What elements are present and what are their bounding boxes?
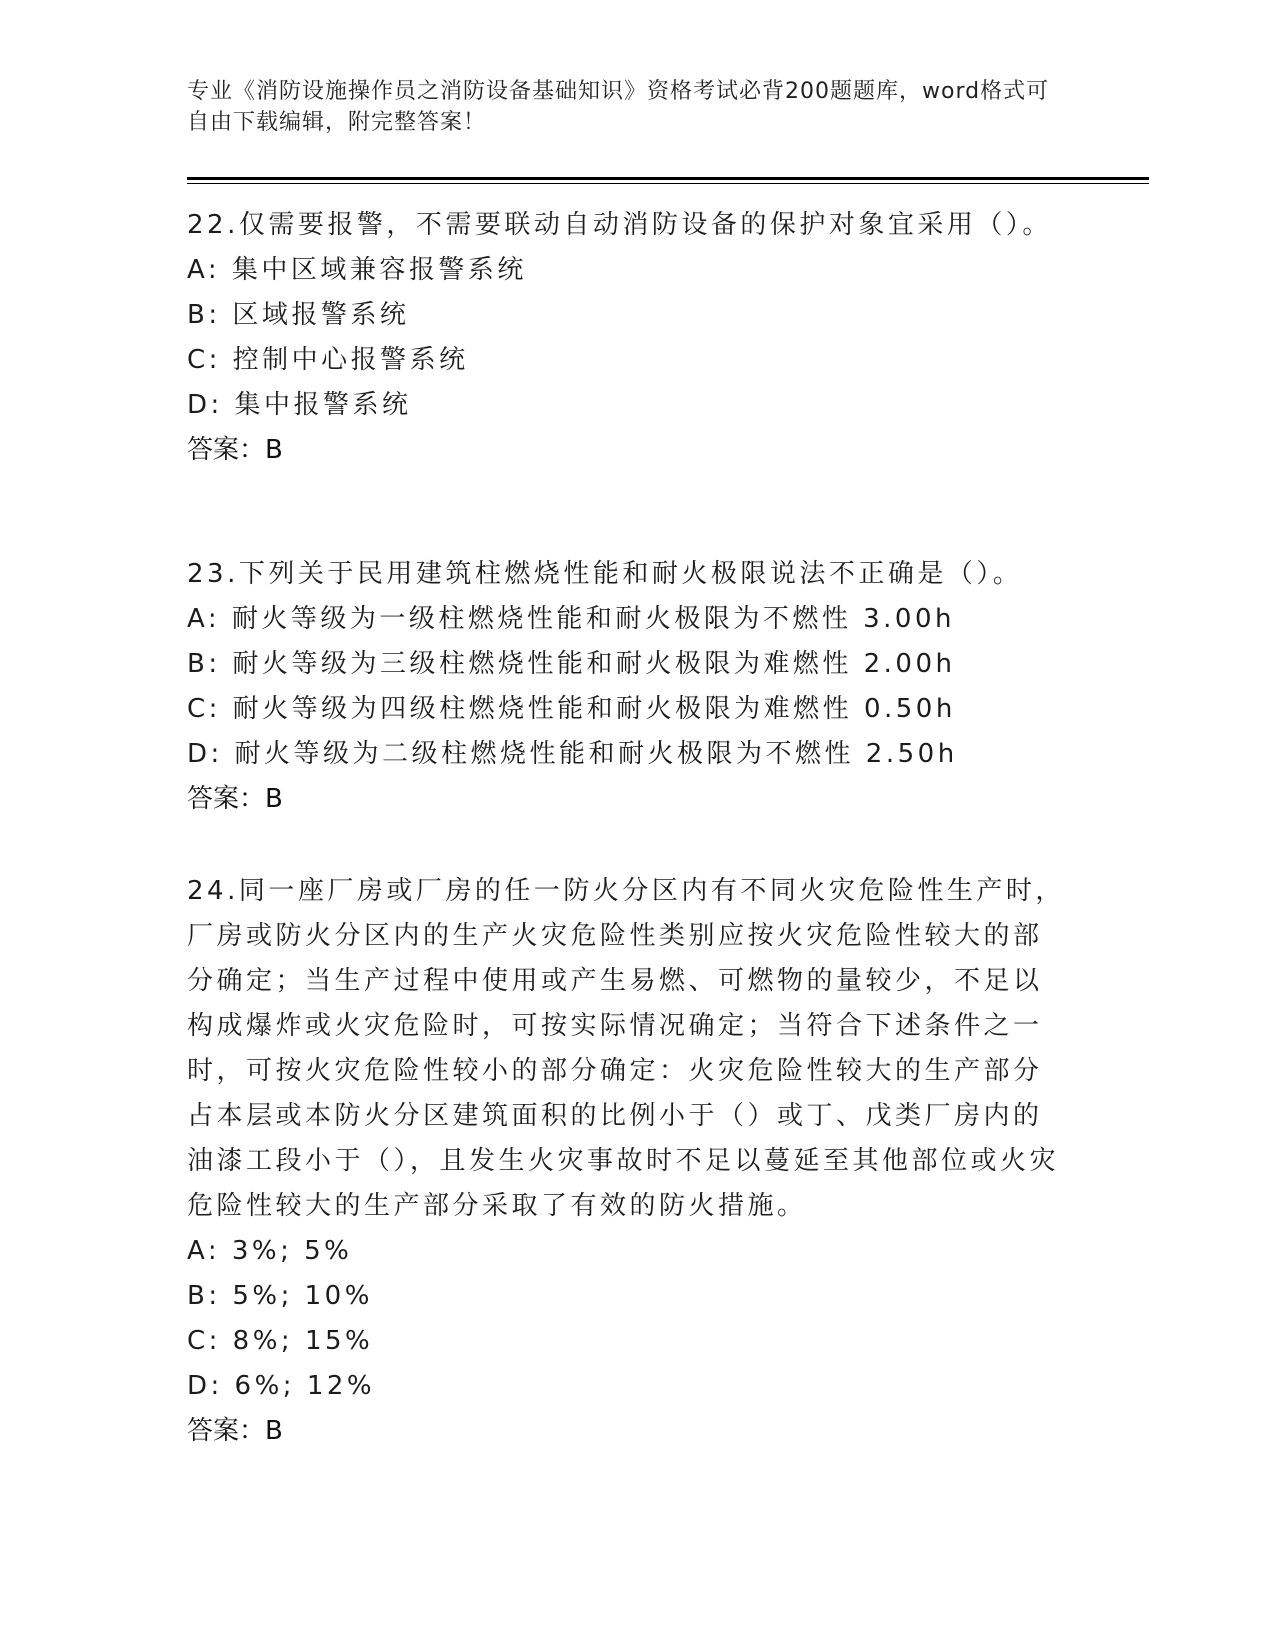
- question-24: [187, 869, 1087, 1454]
- option-b: B: 耐火等级为三级柱燃烧性能和耐火极限为难燃性 2.00h: [187, 649, 956, 679]
- option-c: C: 控制中心报警系统: [187, 345, 469, 375]
- option-c: C: 8%; 15%: [187, 1326, 374, 1356]
- header-divider-thick: [187, 177, 1149, 180]
- option-a: A: 耐火等级为一级柱燃烧性能和耐火极限为不燃性 3.00h: [187, 604, 955, 634]
- answer-line: 答案：B: [187, 784, 283, 814]
- question-stem: 23.下列关于民用建筑柱燃烧性能和耐火极限说法不正确是（）。: [187, 559, 1023, 589]
- option-a: A: 3%; 5%: [187, 1236, 353, 1266]
- option-d: D: 6%; 12%: [187, 1371, 376, 1401]
- option-b: B: 区域报警系统: [187, 300, 410, 330]
- option-c: C: 耐火等级为四级柱燃烧性能和耐火极限为难燃性 0.50h: [187, 694, 956, 724]
- option-b: B: 5%; 10%: [187, 1281, 373, 1311]
- question-23: [187, 552, 1087, 822]
- option-a: A: 集中区域兼容报警系统: [187, 255, 527, 285]
- question-stem: 24.同一座厂房或厂房的任一防火分区内有不同火灾危险性生产时，厂房或防火分区内的生产火灾危险性类别应按火灾危险性较大的部分确定；当生产过程中使用或产生易燃、可燃物的量较少，不足以构成爆炸或火灾危险时，可按实际情况确定；当符合下述条件之一时，可按火灾危险性较小的部分确定：火灾危险性较大的生产部分占本层或本防火分区建筑面积的比例小于（）或丁、戊类厂房内的油漆工段小于（），且发生火灾事故时不足以蔓延至其他部位或火灾危险性较大的生产部分采取了有效的防火措施。: [187, 876, 1065, 1221]
- answer-line: 答案：B: [187, 435, 283, 465]
- document-header: 专业《消防设施操作员之消防设备基础知识》资格考试必背200题题库，word格式可自由下载编辑，附完整答案！: [187, 79, 1050, 135]
- header-divider-thin: [187, 183, 1149, 184]
- answer-line: 答案：B: [187, 1416, 283, 1446]
- option-d: D: 集中报警系统: [187, 390, 412, 420]
- option-d: D: 耐火等级为二级柱燃烧性能和耐火极限为不燃性 2.50h: [187, 739, 958, 769]
- question-stem: 22.仅需要报警，不需要联动自动消防设备的保护对象宜采用（）。: [187, 210, 1052, 240]
- question-22: [187, 203, 1087, 473]
